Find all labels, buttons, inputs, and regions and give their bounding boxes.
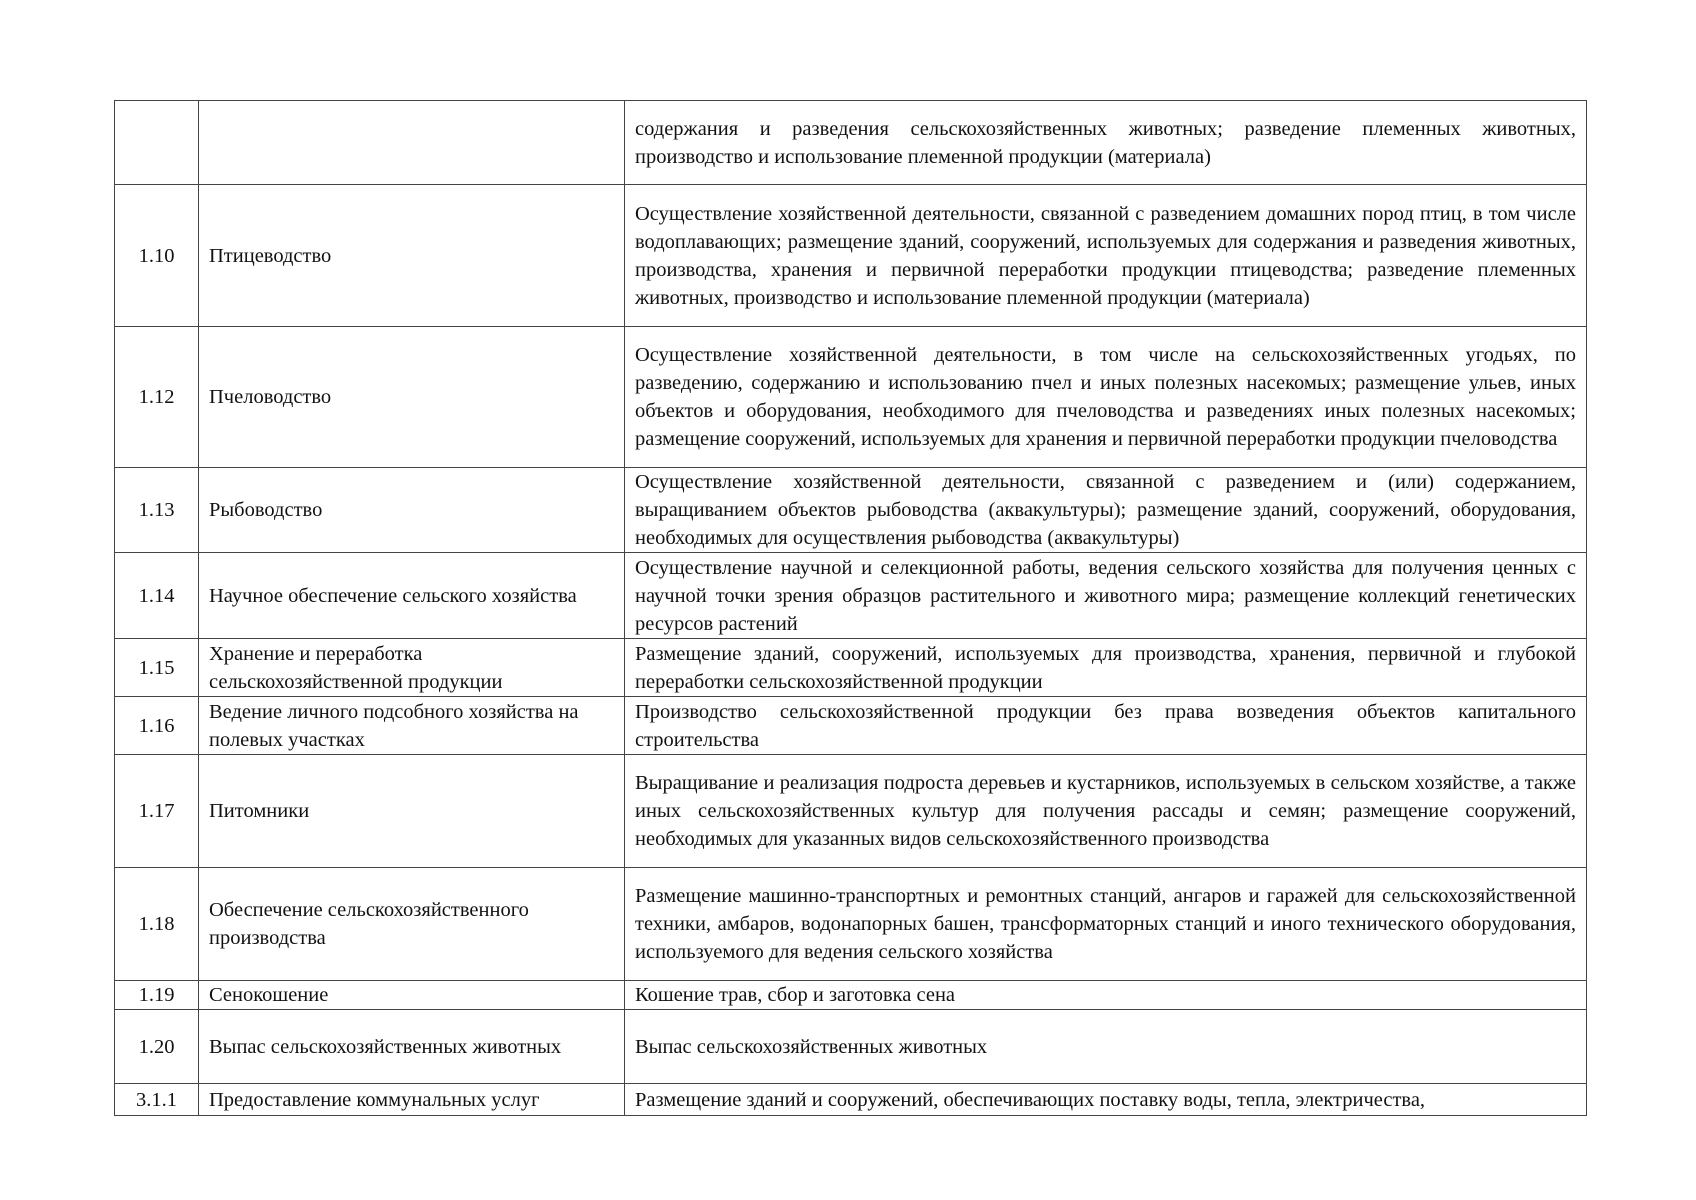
table-row [115, 1010, 1587, 1084]
row-name: Научное обеспечение сельского хозяйства [199, 553, 625, 639]
row-name: Ведение личного подсобного хозяйства на полевых участках [199, 697, 625, 755]
row-description: Кошение трав, сбор и заготовка сена [625, 981, 1587, 1010]
row-name: Предоставление коммунальных услуг [199, 1084, 625, 1116]
row-description: Осуществление хозяйственной деятельности, связанной с разведением домашних пород птиц, в том числе водоплавающих; размещение зданий, сооружений, используемых для содержания и разведения животных, производства, хранения и первичной переработки продукции птицеводства; разведение племенных животных, производство и использование племенной продукции (материала) [625, 185, 1587, 327]
row-description: Размещение зданий и сооружений, обеспечивающих поставку воды, тепла, электричества, [625, 1084, 1587, 1116]
table-row [115, 553, 1587, 639]
table-row [115, 101, 1587, 185]
row-code: 1.16 [115, 697, 199, 755]
table-row [115, 697, 1587, 755]
row-code: 1.19 [115, 981, 199, 1010]
land-use-table [114, 100, 1587, 1116]
row-code: 1.18 [115, 868, 199, 981]
row-description: Выпас сельскохозяйственных животных [625, 1010, 1587, 1084]
row-code: 3.1.1 [115, 1084, 199, 1116]
row-description: Производство сельскохозяйственной продукции без права возведения объектов капитального строительства [625, 697, 1587, 755]
row-name: Питомники [199, 755, 625, 868]
row-name: Выпас сельскохозяйственных животных [199, 1010, 625, 1084]
table-row [115, 981, 1587, 1010]
table-row [115, 868, 1587, 981]
row-name: Птицеводство [199, 185, 625, 327]
row-code: 1.10 [115, 185, 199, 327]
table-row [115, 185, 1587, 327]
table-row [115, 327, 1587, 468]
row-code: 1.14 [115, 553, 199, 639]
row-description: Размещение зданий, сооружений, используемых для производства, хранения, первичной и глубокой переработки сельскохозяйственной продукции [625, 639, 1587, 697]
row-code: 1.17 [115, 755, 199, 868]
row-name: Пчеловодство [199, 327, 625, 468]
table-row [115, 1084, 1587, 1116]
row-name: Хранение и переработка сельскохозяйственной продукции [199, 639, 625, 697]
row-code: 1.15 [115, 639, 199, 697]
table-row [115, 468, 1587, 553]
row-description: Осуществление хозяйственной деятельности, в том числе на сельскохозяйственных угодьях, по разведению, содержанию и использованию пчел и иных полезных насекомых; размещение ульев, иных объектов и оборудования, необходимого для пчеловодства и разведениях иных полезных насекомых; размещение сооружений, используемых для хранения и первичной переработки продукции пчеловодства [625, 327, 1587, 468]
row-description: Выращивание и реализация подроста деревьев и кустарников, используемых в сельском хозяйстве, а также иных сельскохозяйственных культур для получения рассады и семян; размещение сооружений, необходимых для указанных видов сельскохозяйственного производства [625, 755, 1587, 868]
row-description: Осуществление научной и селекционной работы, ведения сельского хозяйства для получения ценных с научной точки зрения образцов растительного и животного мира; размещение коллекций генетических ресурсов растений [625, 553, 1587, 639]
row-description: содержания и разведения сельскохозяйственных животных; разведение племенных животных, производство и использование племенной продукции (материала) [625, 101, 1587, 185]
row-code: 1.20 [115, 1010, 199, 1084]
row-code [115, 101, 199, 185]
row-code: 1.13 [115, 468, 199, 553]
row-name: Сенокошение [199, 981, 625, 1010]
table-row [115, 755, 1587, 868]
table-row [115, 639, 1587, 697]
row-name: Обеспечение сельскохозяйственного производства [199, 868, 625, 981]
row-code: 1.12 [115, 327, 199, 468]
row-name: Рыбоводство [199, 468, 625, 553]
row-description: Размещение машинно-транспортных и ремонтных станций, ангаров и гаражей для сельскохозяйственной техники, амбаров, водонапорных башен, трансформаторных станций и иного технического оборудования, используемого для ведения сельского хозяйства [625, 868, 1587, 981]
row-name [199, 101, 625, 185]
row-description: Осуществление хозяйственной деятельности, связанной с разведением и (или) содержанием, выращиванием объектов рыбоводства (аквакультуры); размещение зданий, сооружений, оборудования, необходимых для осуществления рыбоводства (аквакультуры) [625, 468, 1587, 553]
